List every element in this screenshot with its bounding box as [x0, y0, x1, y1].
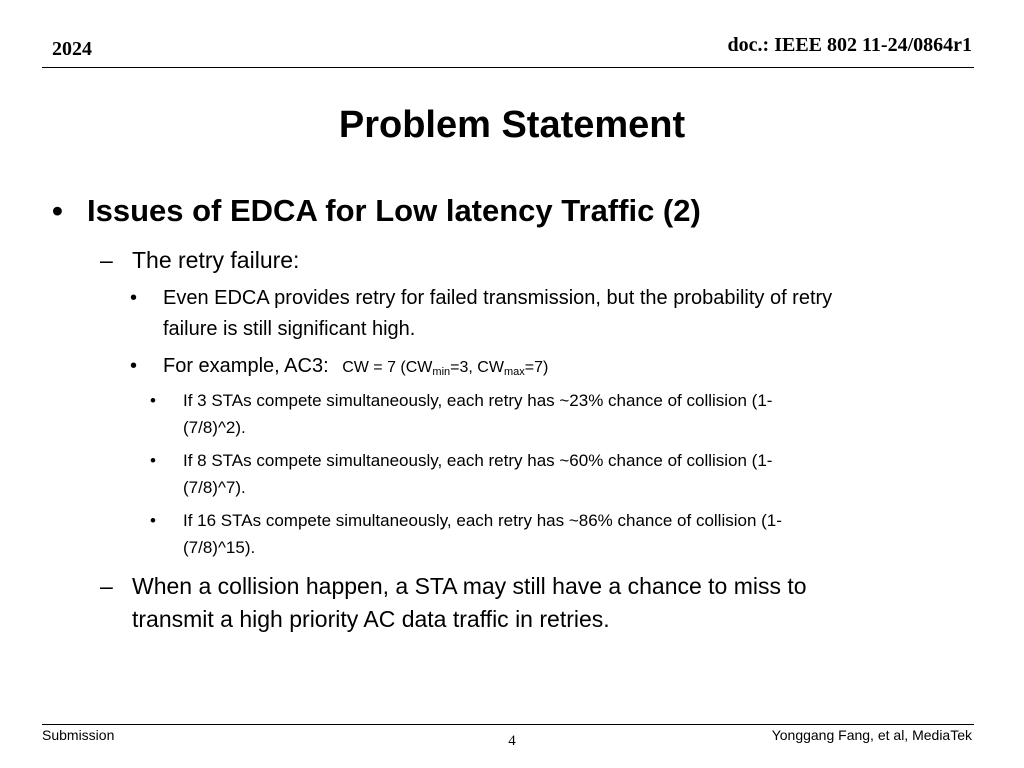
example-2-line-1: If 8 STAs compete simultaneously, each retry has ~60% chance of collision (1- [183, 451, 773, 470]
bullet-l1-marker: • [52, 193, 63, 228]
footer-authors: Yonggang Fang, et al, MediaTek [771, 727, 972, 743]
slide-title: Problem Statement [338, 104, 686, 146]
collision-line-1: When a collision happen, a STA may still have a chance to miss to [132, 573, 807, 599]
bullet-marker-1: • [130, 287, 138, 309]
bullet-marker-5: • [150, 511, 156, 530]
footer-page-number: 4 [508, 733, 516, 749]
collision-line-2: transmit a high priority AC data traffic in retries. [132, 606, 610, 632]
dash-marker-2: – [100, 573, 113, 599]
example-1-line-2: (7/8)^2). [183, 418, 246, 437]
example-2-line-2: (7/8)^7). [183, 478, 246, 497]
header-year: 2024 [52, 38, 92, 60]
example-3-line-1: If 16 STAs compete simultaneously, each retry has ~86% chance of collision (1- [183, 511, 782, 530]
example-line [163, 355, 548, 378]
header-divider [42, 67, 974, 68]
dash-marker-1: – [100, 247, 113, 273]
header-doc-id: doc.: IEEE 802 11-24/0864r1 [727, 34, 972, 56]
sub-heading-retry-failure: The retry failure: [132, 247, 300, 273]
bullet-marker-3: • [150, 391, 156, 410]
cw-formula: CW = 7 ($CW_{min}=3$, $CW_{max}=7$) [342, 359, 549, 378]
retry-point-line-2: failure is still significant high. [163, 318, 416, 340]
footer-divider [42, 724, 974, 725]
retry-point-line-1: Even EDCA provides retry for failed transmission, but the probability of retry [163, 287, 833, 309]
bullet-marker-4: • [150, 451, 156, 470]
example-1-line-1: If 3 STAs compete simultaneously, each retry has ~23% chance of collision (1- [183, 391, 773, 410]
bullet-l1-text: Issues of EDCA for Low latency Traffic (2) [87, 193, 701, 228]
footer-submission: Submission [42, 727, 115, 743]
example-label: For example, AC3: [163, 355, 329, 377]
example-3-line-2: (7/8)^15). [183, 538, 256, 557]
bullet-marker-2: • [130, 355, 138, 377]
